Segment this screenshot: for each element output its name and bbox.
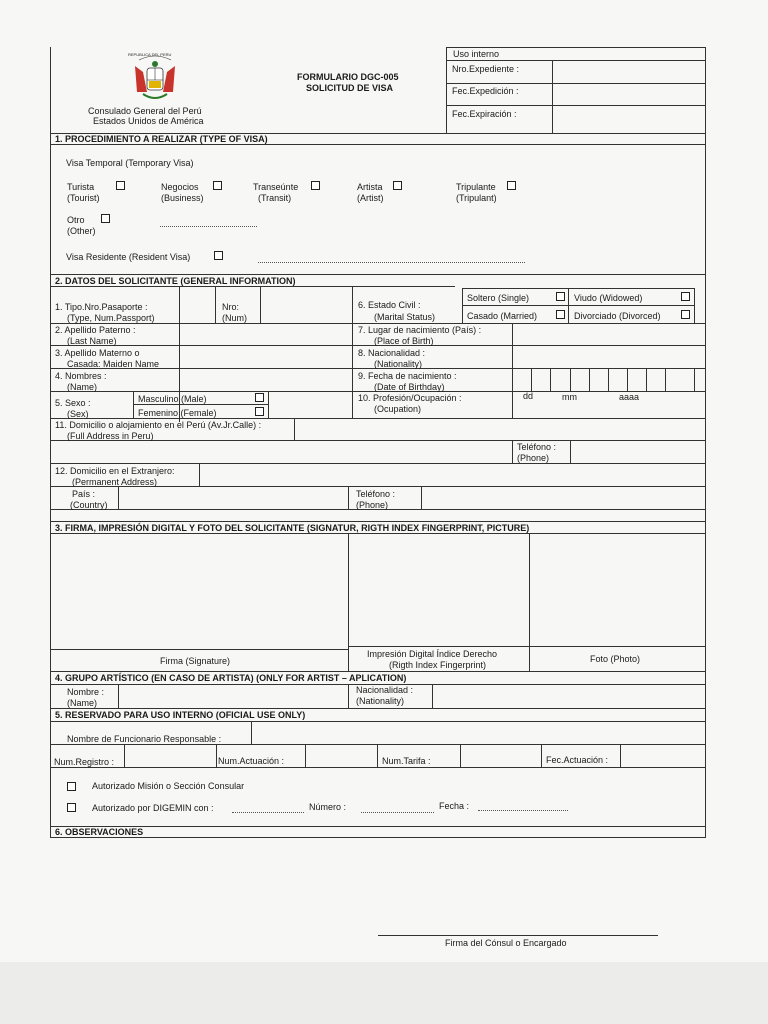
s1-title-line — [50, 144, 706, 145]
fec-expedicion-field[interactable] — [553, 84, 704, 104]
section-2-title: 2. DATOS DEL SOLICITANTE (GENERAL INFORMATION) — [55, 276, 296, 286]
phone-label-en: (Phone) — [517, 453, 550, 463]
fingerprint-bottom — [348, 646, 530, 647]
fec-expiracion-field[interactable] — [553, 106, 704, 132]
marital-status-label-en: (Marital Status) — [374, 312, 436, 322]
section-4-title: 4. GRUPO ARTÍSTICO (EN CASO DE ARTISTA) (ONLY FOR ARTIST – APLICATION) — [55, 673, 407, 683]
foreign-address-label-en: (Permanent Address) — [72, 477, 158, 487]
frame-top — [446, 47, 706, 48]
action-num-label: Num.Actuación : — [218, 756, 285, 766]
s4-top-line — [50, 671, 706, 672]
passport-number-field[interactable] — [261, 287, 351, 322]
occupation-label: 10. Profesión/Ocupación : — [358, 393, 462, 403]
other-label-en: (Other) — [67, 226, 96, 236]
seal-text: REPUBLICA DEL PERU — [128, 52, 172, 57]
first-name-label: 4. Nombres : — [55, 371, 107, 381]
peru-address-label-en: (Full Address in Peru) — [67, 431, 154, 441]
artist-checkbox[interactable] — [393, 181, 402, 190]
occupation-label-en: (Ocupation) — [374, 404, 422, 414]
artist-nat-left — [348, 684, 349, 708]
section-5-title: 5. RESERVADO PARA USO INTERNO (OFICIAL USE ONLY) — [55, 710, 306, 720]
birthdate-label: 9. Fecha de nacimiento : — [358, 371, 457, 381]
action-date-field[interactable] — [621, 745, 704, 766]
widowed-checkbox[interactable] — [681, 292, 690, 301]
date-line[interactable] — [478, 810, 568, 811]
s2-top-line — [50, 274, 706, 275]
female-label: Femenino (Female) — [138, 408, 217, 418]
fec-act-left — [541, 744, 542, 767]
maiden-name-field[interactable] — [180, 346, 351, 367]
marital-right — [694, 288, 695, 323]
date-year-hint: aaaa — [619, 392, 640, 402]
fec-expedicion-label: Fec.Expedición : — [452, 86, 519, 96]
business-label: Negocios — [161, 182, 199, 192]
consular-authorized-checkbox[interactable] — [67, 782, 76, 791]
consul-signature-line[interactable] — [378, 935, 658, 936]
officer-name-field[interactable] — [252, 722, 704, 743]
foreign-address-label: 12. Domicilio en el Extranjero: — [55, 466, 175, 476]
maiden-name-label: 3. Apellido Materno o — [55, 348, 140, 358]
occupation-field[interactable] — [513, 403, 704, 417]
passport-num-label: (Num) — [222, 313, 247, 323]
sex-mid-line — [133, 404, 268, 405]
artist-name-label-en: (Name) — [67, 698, 98, 708]
date-day-hint: dd — [523, 391, 534, 401]
tourist-checkbox[interactable] — [116, 181, 125, 190]
s2-title-line — [50, 286, 455, 287]
digemin-line[interactable] — [232, 812, 304, 813]
birthplace-label-en: (Place of Birth) — [374, 336, 434, 346]
official-row-bottom — [50, 767, 706, 768]
artist-label-en: (Artist) — [357, 193, 384, 203]
foreign-phone-label: Teléfono : — [356, 489, 396, 499]
married-label: Casado (Married) — [467, 311, 538, 321]
last-name-label: 2. Apellido Paterno : — [55, 325, 136, 335]
transit-checkbox[interactable] — [311, 181, 320, 190]
consular-authorized-label: Autorizado Misión o Sección Consular — [92, 781, 245, 791]
consulate-country: Estados Unidos de América — [93, 116, 204, 126]
artist-name-label: Nombre : — [67, 687, 105, 697]
nationality-label-en: (Nationality) — [374, 359, 423, 369]
tripulant-label-en: (Tripulant) — [456, 193, 497, 203]
passport-label-en: (Type, Num.Passport) — [67, 313, 155, 323]
consulate-name: Consulado General del Perú — [88, 106, 202, 116]
date-box-9 — [694, 368, 695, 391]
male-checkbox[interactable] — [255, 393, 264, 402]
sex-label: 5. Sexo : — [55, 398, 91, 408]
maiden-name-label-en: Casada: Maiden Name — [67, 359, 160, 369]
artist-nationality-label: Nacionalidad : — [356, 685, 414, 695]
sex-box-right — [268, 391, 269, 418]
action-num-field[interactable] — [306, 745, 376, 766]
section-6-title: 6. OBSERVACIONES — [55, 827, 144, 837]
fingerprint-label-en: (Rigth Index Fingerprint) — [389, 660, 487, 670]
other-checkbox[interactable] — [101, 214, 110, 223]
nro-expediente-label: Nro.Expediente : — [452, 64, 520, 74]
nationality-field[interactable] — [513, 346, 704, 367]
single-label: Soltero (Single) — [467, 293, 530, 303]
passport-nro-label: Nro: — [222, 302, 240, 312]
date-month-hint: mm — [562, 392, 577, 402]
business-label-en: (Business) — [161, 193, 204, 203]
officer-label: Nombre de Funcionario Responsable : — [67, 734, 222, 744]
last-name-label-en: (Last Name) — [67, 336, 117, 346]
married-checkbox[interactable] — [556, 310, 565, 319]
widowed-label: Viudo (Widowed) — [574, 293, 643, 303]
nro-expediente-field[interactable] — [553, 61, 704, 82]
temporary-visa-label: Visa Temporal (Temporary Visa) — [66, 158, 194, 168]
phone-label: Teléfono : — [517, 442, 557, 452]
birthplace-label: 7. Lugar de nacimiento (País) : — [358, 325, 482, 335]
nro-col-left — [215, 286, 216, 323]
tarifa-left — [377, 744, 378, 767]
tourist-label: Turista — [67, 182, 95, 192]
country-label-en: (Country) — [70, 500, 108, 510]
tripulant-label: Tripulante — [456, 182, 496, 192]
section-1-title: 1. PROCEDIMIENTO A REALIZAR (TYPE OF VISA) — [55, 134, 268, 144]
female-checkbox[interactable] — [255, 407, 264, 416]
artist-nationality-label-en: (Nationality) — [356, 696, 405, 706]
male-label: Masculino (Male) — [138, 394, 207, 404]
marital-status-label: 6. Estado Civil : — [358, 300, 421, 310]
consul-signature-label: Firma del Cónsul o Encargado — [445, 938, 567, 948]
sex-label-en: (Sex) — [67, 409, 89, 419]
single-checkbox[interactable] — [556, 292, 565, 301]
marital-top-line — [462, 288, 694, 289]
other-label: Otro — [67, 215, 85, 225]
tripulant-checkbox[interactable] — [507, 181, 516, 190]
page-bottom-area — [0, 962, 768, 1024]
passport-type-field[interactable] — [180, 287, 214, 322]
number-label: Número : — [309, 802, 347, 812]
signature-label: Firma (Signature) — [160, 656, 231, 666]
fingerprint-label: Impresión Digital Índice Derecho — [367, 649, 498, 659]
artist-nationality-field[interactable] — [433, 685, 704, 707]
passport-label: 1. Tipo.Nro.Pasaporte : — [55, 302, 148, 312]
peru-address-label: 11. Domicilio o alojamiento en el Perú (Av.Jr.Calle) : — [55, 420, 262, 430]
peru-coat-of-arms-icon — [125, 52, 185, 107]
action-date-label: Fec.Actuación : — [546, 755, 609, 765]
birthplace-field[interactable] — [513, 324, 704, 344]
resident-visa-line[interactable] — [258, 262, 525, 263]
first-name-field[interactable] — [180, 369, 351, 390]
registration-num-label: Num.Registro : — [54, 757, 115, 767]
number-line[interactable] — [361, 812, 434, 813]
signature-box[interactable] — [51, 534, 347, 648]
fingerprint-box[interactable] — [349, 534, 528, 645]
tourist-label-en: (Tourist) — [67, 193, 100, 203]
fee-num-field[interactable] — [461, 745, 540, 766]
internal-use-label: Uso interno — [453, 49, 500, 59]
form-code: FORMULARIO DGC-005 — [297, 72, 399, 82]
birthdate-field[interactable] — [532, 369, 693, 390]
birthdate-label-en: (Date of Birthday) — [374, 382, 445, 392]
country-label: País : — [72, 489, 96, 499]
country-field[interactable] — [119, 487, 347, 508]
foreign-phone-field[interactable] — [422, 487, 704, 508]
divorced-label: Divorciado (Divorced) — [574, 311, 661, 321]
first-name-label-en: (Name) — [67, 382, 98, 392]
last-name-field[interactable] — [180, 324, 351, 344]
transit-label-en: (Transit) — [258, 193, 292, 203]
peru-phone-field[interactable] — [571, 441, 704, 462]
phone2-left — [348, 486, 349, 509]
photo-bottom — [529, 646, 706, 647]
business-checkbox[interactable] — [213, 181, 222, 190]
frame-bottom — [50, 837, 706, 838]
transit-label: Transeúnte — [253, 182, 299, 192]
s6-top-line — [50, 826, 706, 827]
divorced-checkbox[interactable] — [681, 310, 690, 319]
section-3-title: 3. FIRMA, IMPRESIÓN DIGITAL Y FOTO DEL SOLICITANTE (SIGNATUR, RIGTH INDEX FINGERPRINT, PICTURE) — [55, 523, 530, 533]
actuacion-left — [216, 744, 217, 767]
other-specify-line[interactable] — [160, 226, 257, 227]
fee-num-label: Num.Tarifa : — [382, 756, 431, 766]
artist-group-name-field[interactable] — [119, 685, 347, 707]
photo-label: Foto (Photo) — [590, 654, 641, 664]
resident-visa-checkbox[interactable] — [214, 251, 223, 260]
nationality-label: 8. Nacionalidad : — [358, 348, 426, 358]
digemin-authorized-checkbox[interactable] — [67, 803, 76, 812]
photo-box[interactable] — [530, 534, 704, 645]
registration-num-field[interactable] — [125, 745, 215, 766]
form-title: SOLICITUD DE VISA — [306, 83, 394, 93]
fec-expiracion-label: Fec.Expiración : — [452, 109, 517, 119]
marital-mid-line — [462, 305, 694, 306]
digemin-authorized-label: Autorizado por DIGEMIN con : — [92, 803, 214, 813]
s5-top-line — [50, 708, 706, 709]
resident-visa-label: Visa Residente (Resident Visa) — [66, 252, 191, 262]
artist-label: Artista — [357, 182, 383, 192]
frame-left — [50, 47, 51, 838]
signature-bottom — [50, 649, 349, 650]
date-label: Fecha : — [439, 801, 470, 811]
foreign-address-field[interactable] — [200, 464, 704, 485]
frame-right — [705, 47, 706, 838]
s2-center-col — [352, 286, 353, 418]
s3-top-line — [50, 521, 706, 522]
foreign-phone-label-en: (Phone) — [356, 500, 389, 510]
